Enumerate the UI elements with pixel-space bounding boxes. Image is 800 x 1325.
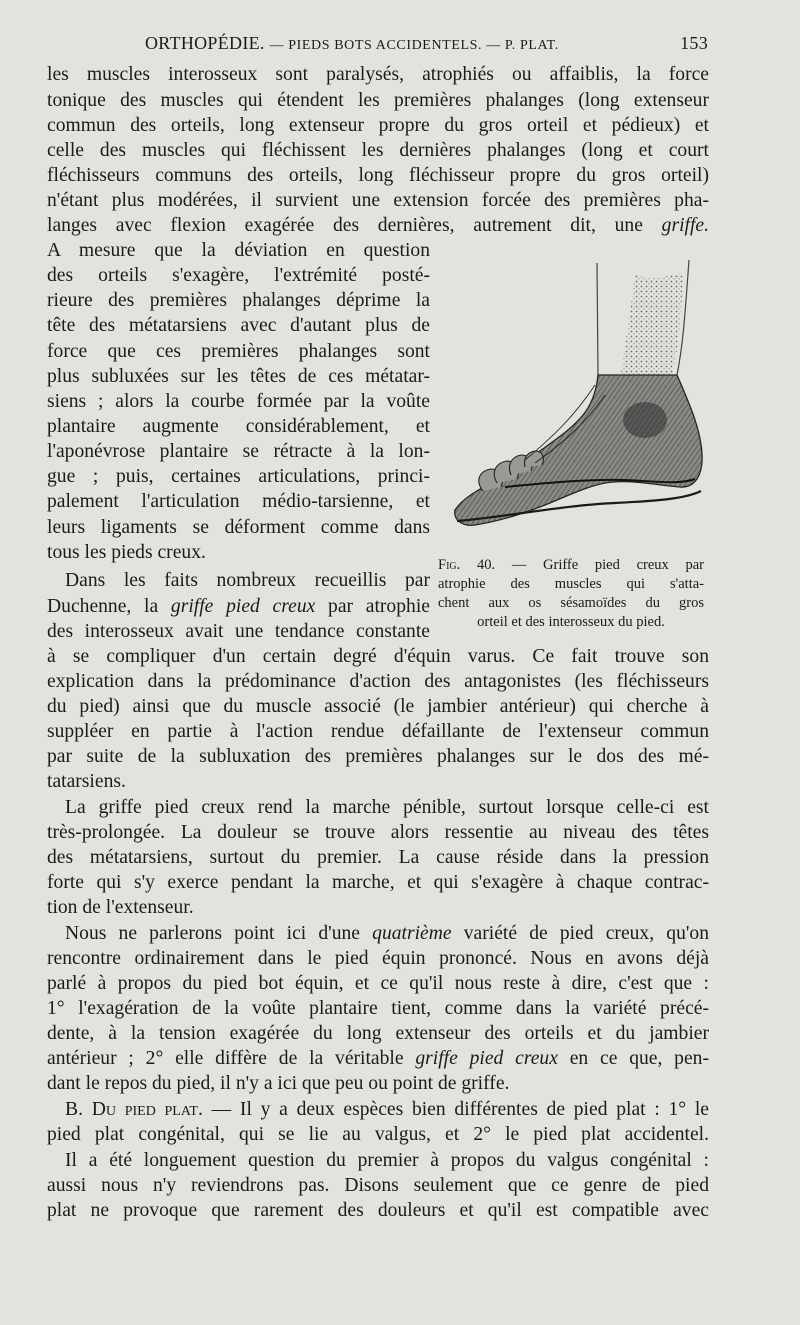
text-line: tonique des muscles qui étendent les premières phalanges (long extenseur [47, 90, 709, 111]
text-line: siens ; alors la courbe formée par la voûte [47, 391, 430, 412]
page-number: 153 [680, 33, 708, 53]
text-line: celle des muscles qui fléchissent les dernières phalanges (long et court [47, 140, 709, 161]
running-header [145, 32, 708, 54]
text-line [47, 594, 430, 619]
text-line: explication dans la prédominance d'action des antagonistes (les fléchisseurs [47, 671, 709, 692]
section-heading: Du pied plat. [91, 1099, 203, 1120]
text-line: pied plat congénital, qui se lie au valgus, et 2° le pied plat accidentel. [47, 1124, 709, 1145]
text-line: rencontre ordinairement dans le pied équin prononcé. Nous en avons déjà [47, 948, 709, 969]
text-line: plus subluxées sur les têtes de ces métatar- [47, 366, 430, 387]
text-line: tête des métatarsiens avec d'autant plus de [47, 315, 430, 336]
text-line: Dans les faits nombreux recueillis par [65, 570, 430, 591]
text-line: aussi nous n'y reviendrons pas. Disons seulement que ce genre de pied [47, 1175, 709, 1196]
text-line [47, 213, 709, 238]
text-line: n'étant plus modérées, il survient une extension forcée des premières pha- [47, 190, 709, 211]
text-span: par atrophie [328, 596, 430, 617]
text-line: à se compliquer d'un certain degré d'équin varus. Ce fait trouve son [47, 646, 709, 667]
text-line [47, 1097, 709, 1122]
text-line: La griffe pied creux rend la marche pénible, surtout lorsque celle-ci est [65, 797, 709, 818]
italic-term: griffe pied creux [415, 1048, 558, 1069]
text-span: Nous ne parlerons point ici d'une [65, 923, 360, 944]
text-line: tous les pieds creux. [47, 542, 206, 563]
text-span: — Griffe pied creux par [511, 557, 705, 573]
text-line: tatarsiens. [47, 771, 126, 792]
text-span: en ce que, pen- [569, 1048, 709, 1069]
running-title-rest: — PIEDS BOTS ACCIDENTELS. — P. PLAT. [269, 38, 559, 53]
text-line: par suite de la subluxation des premières phalanges sur le dos des mé- [47, 746, 709, 767]
text-line: suppléer en partie à l'action rendue défaillante de l'extenseur commun [47, 721, 709, 742]
text-line: des interosseux avait une tendance constante [47, 621, 430, 642]
text-span: Duchenne, la [47, 596, 159, 617]
italic-term: griffe. [661, 215, 709, 236]
text-line: plat ne provoque que rarement des douleurs et qu'il est compatible avec [47, 1200, 709, 1221]
text-line: parlé à propos du pied bot équin, et ce qu'il nous reste à dire, c'est que : [47, 973, 709, 994]
text-line: dant le repos du pied, il n'y a ici que peu ou point de griffe. [47, 1073, 510, 1094]
text-line: du pied) ainsi que du muscle associé (le jambier antérieur) qui cherche à [47, 696, 709, 717]
text-line [47, 921, 709, 946]
text-line: dente, à la tension exagérée du long extenseur des orteils et du jambier [47, 1023, 709, 1044]
text-line [47, 1046, 709, 1071]
text-line: des métatarsiens, surtout du premier. La cause réside dans la pression [47, 847, 709, 868]
text-line: des orteils s'exagère, l'extrémité posté- [47, 265, 430, 286]
figure-caption [438, 556, 704, 632]
caption-line: atrophie des muscles qui s'atta- [438, 576, 704, 592]
text-line: force que ces premières phalanges sont [47, 341, 430, 362]
text-span: antérieur ; 2° elle diffère de la véritable [47, 1048, 404, 1069]
caption-label: Fig. 40. [438, 557, 496, 573]
text-line: A mesure que la déviation en question [47, 240, 430, 261]
text-line: les muscles interosseux sont paralysés, atrophiés ou affaiblis, la force [47, 64, 709, 85]
text-line: rieure des premières phalanges déprime la [47, 290, 430, 311]
italic-term: quatrième [372, 923, 452, 944]
text-line: forte qui s'y exerce pendant la marche, et qui s'exagère à chaque contrac- [47, 872, 709, 893]
text-line: commun des orteils, long extenseur propre du gros orteil et pédieux) et [47, 115, 709, 136]
text-line: très-prolongée. La douleur se trouve alors ressentie au niveau des têtes [47, 822, 709, 843]
caption-line: chent aux os sésamoïdes du gros [438, 595, 704, 611]
foot-engraving-figure [445, 255, 713, 550]
text-line: Il a été longuement question du premier à propos du valgus congénital : [65, 1150, 709, 1171]
running-title [145, 32, 559, 57]
text-line: 1° l'exagération de la voûte plantaire tient, comme dans la variété précé- [47, 998, 709, 1019]
running-title-main: ORTHOPÉDIE. [145, 33, 265, 53]
caption-line [438, 556, 704, 575]
text-line: plantaire augmente considérablement, et [47, 416, 430, 437]
section-label: B. [65, 1099, 83, 1120]
text-span: variété de pied creux, qu'on [463, 923, 709, 944]
italic-term: griffe pied creux [170, 596, 316, 617]
text-line: palement l'articulation médio-tarsienne, et [47, 491, 430, 512]
text-line: leurs ligaments se déforment comme dans [47, 517, 430, 538]
text-line: gue ; puis, certaines articulations, princi- [47, 466, 430, 487]
text-span: — Il y a deux espèces bien différentes de pied plat : 1° le [211, 1099, 709, 1120]
text-line: tion de l'extenseur. [47, 897, 194, 918]
text-line: l'aponévrose plantaire se rétracte à la lon- [47, 441, 430, 462]
text-line: fléchisseurs communs des orteils, long fléchisseur propre du gros orteil) [47, 165, 709, 186]
caption-line: orteil et des interosseux du pied. [477, 614, 665, 630]
text-span: langes avec flexion exagérée des dernières, autrement dit, une [47, 215, 643, 236]
